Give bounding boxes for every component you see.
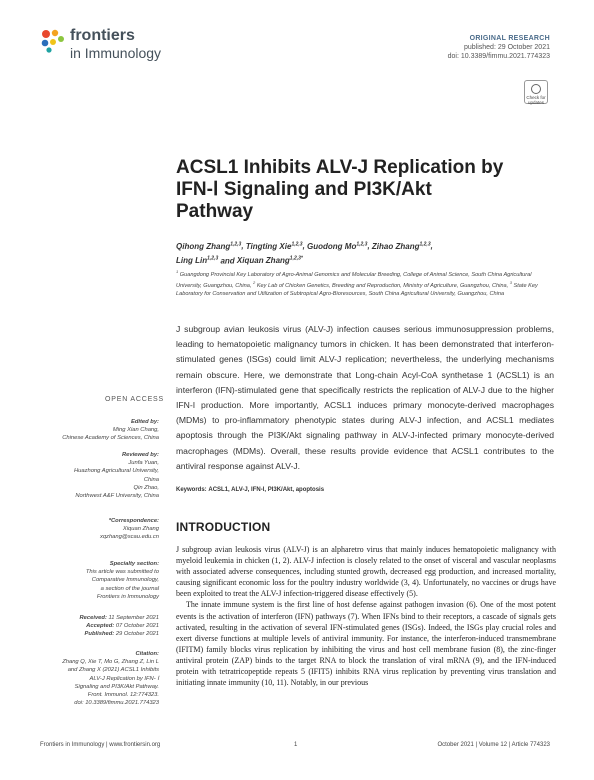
specialty-label: Specialty section: bbox=[109, 561, 159, 567]
frontiers-logo-icon bbox=[40, 28, 66, 54]
paragraph: The innate immune system is the first line of host defense against pathogen invasion (6). One of the most potent events is the activation of interferon (IFN) pathways (7). When IFNs bind to their receptors, a cascade of signals gets activated, resulting in the activation of several IFN-stimulated genes (ISGs). Indeed, the ISGs play crucial roles and exert diverse functions at multiple levels of antiviral immunity. For instance, the interferon-induced transmembrane (IFITM) family blocks virus replication by inhibiting the virus and host cell membrane fusion (8), the zinc-finger antiviral protein (ZAP) binds to the target RNA to block the translation of viral mRNA (9), and the IFN-induced protein with tetratricopeptide repeats 5 (IFIT5) inhibits RNA virus replication by preventing virus translation and initiating innate immunity (10, 11). Notably, in our previous bbox=[176, 600, 556, 688]
doi[interactable]: doi: 10.3389/fimmu.2021.774323 bbox=[447, 53, 550, 60]
page-number: 1 bbox=[294, 742, 298, 748]
section-heading-introduction: INTRODUCTION bbox=[176, 520, 271, 534]
check-for-updates-button[interactable] bbox=[524, 80, 548, 104]
check-updates-label-2: updates bbox=[527, 100, 544, 105]
edited-by-label: Edited by: bbox=[130, 419, 159, 425]
affiliations: $^1$ Guangdong Provincial Key Laboratory of Agro-Animal Genomics and Molecular Breeding, College of Animal Science, South China Agricultural University, Guangzhou, China, $^2$ Key Lab of Chicken Genetics, Breeding and Reproduction, Ministry of Agriculture, Guangzhou, China, $^3$ State Key Laboratory for Conservation and Utilization of Subtropical Agro-Bioresources, South China Agricultural University, Guangzhou, China bbox=[176, 269, 538, 298]
edited-by: Edited by: Ming Xian Chang, Chinese Academy of Sciences, China bbox=[19, 418, 159, 443]
abstract: J subgroup avian leukosis virus (ALV-J) infection causes serious immunosuppression problems, leading to hematopoietic malignancy tumors in chicken. It has been demonstrated that interferon-stimulated genes (ISGs) could limit ALV-J replication; nevertheless, the underlying mechanisms remain obscure. Here, we demonstrate that Long-chain Acyl-CoA synthetase 1 (ACSL1) is an interferon (IFN)-stimulated gene that specifically restricts the replication of ALV-J due to the higher IFN-I production. More importantly, ACSL1 induces primary monocyte-derived macrophages (MDMs) to pro-inflammatory phenotypic states during ALV-J infection, and ACSL1 mediates apoptosis through the PI3K/Akt signaling pathway in ALV-J-infected primary monocyte-derived macrophages (MDMs). Overall, these results provide evidence that ACSL1 contributes to the antiviral response against ALV-J. bbox=[176, 324, 554, 471]
keywords bbox=[176, 486, 554, 494]
footer-journal[interactable]: Frontiers in Immunology | www.frontiersin.org bbox=[40, 742, 161, 748]
author[interactable]: Guodong Mo$^{1,2,3}$ bbox=[307, 241, 368, 251]
correspondence-email[interactable]: xqzhang@scau.edu.cn bbox=[99, 534, 159, 541]
published-date: published: 29 October 2021 bbox=[463, 44, 550, 51]
author-list: Qihong Zhang$^{1,2,3}$, Tingting Xie$^{1,2,3}$, Guodong Mo$^{1,2,3}$, Zihao Zhang$^{1,2,3}$, Ling Lin$^{1,2,3}$ and Xiquan Zhang$^{1,2,3*}$ bbox=[176, 241, 433, 266]
article-type: ORIGINAL RESEARCH bbox=[469, 35, 550, 42]
specialty-section: Specialty section: This article was submitted to Comparative Immunology, a section of the journal Frontiers in Immunology bbox=[19, 560, 159, 601]
reviewed-by: Reviewed by: Junfa Yuan, Huazhong Agricultural University, China Qin Zhao, Northwest A&F University, China bbox=[19, 451, 159, 500]
journal-name: frontiers bbox=[70, 27, 135, 44]
footer-volume: October 2021 | Volume 12 | Article 774323 bbox=[437, 742, 550, 748]
citation-label: Citation: bbox=[135, 651, 159, 657]
open-access-label: OPEN ACCESS bbox=[105, 396, 164, 403]
check-updates-icon bbox=[531, 84, 541, 94]
journal-subtitle: in Immunology bbox=[70, 45, 162, 61]
journal-logo bbox=[40, 26, 210, 66]
correspondence-label: *Correspondence: bbox=[108, 518, 159, 524]
article-meta bbox=[350, 34, 550, 61]
correspondence: *Correspondence: Xiquan Zhang xqzhang@scau.edu.cn bbox=[19, 517, 159, 542]
author[interactable]: Xiquan Zhang$^{1,2,3*}$ bbox=[236, 255, 303, 266]
dates: Received: 11 September 2021 Accepted: 07 October 2021 Published: 29 October 2021 bbox=[79, 615, 159, 638]
author[interactable]: Zihao Zhang$^{1,2,3}$ bbox=[371, 241, 431, 251]
author[interactable]: Ling Lin$^{1,2,3}$ bbox=[176, 255, 219, 266]
citation: Citation: Zhang Q, Xie T, Mo G, Zhang Z, Lin L and Zhang X (2021) ACSL1 Inhibits ALV-J Replication by IFN- Ⅰ Signaling and PI3K/Akt Pathway. Front. Immunol. 12:774323. doi: 10.3389/fimmu.2021.774323 bbox=[19, 650, 159, 707]
author[interactable]: Qihong Zhang$^{1,2,3}$ bbox=[176, 241, 242, 251]
check-updates-label-1: Check for bbox=[526, 95, 546, 100]
reviewed-by-label: Reviewed by: bbox=[121, 452, 159, 458]
paragraph: J subgroup avian leukosis virus (ALV-J) is an alpharetro virus that mainly induces hematopoietic malignancy with myeloid leukemia in chicken (1, 2). ALV-J infection is closely related to the onset of visceral and vascular neoplasms with associated adverse consequences, including stunted growth, decreased egg production, and increased mortality, causing significant economic loss for the poultry industry worldwide (3, 4). Unfortunately, no vaccines or drugs have been exploited to treat the ALV-J infection-triggered disease effectively (5). bbox=[176, 545, 556, 599]
keywords-text: ACSL1, ALV-J, IFN-I, PI3K/Akt, apoptosis bbox=[208, 487, 325, 493]
keywords-label: Keywords: bbox=[176, 487, 207, 493]
author[interactable]: Tingting Xie$^{1,2,3}$ bbox=[245, 241, 303, 251]
article-title: ACSL1 Inhibits ALV-J Replication by IFN-Ⅰ Signaling and PI3K/Akt Pathway bbox=[176, 157, 504, 222]
introduction-body bbox=[176, 544, 556, 688]
